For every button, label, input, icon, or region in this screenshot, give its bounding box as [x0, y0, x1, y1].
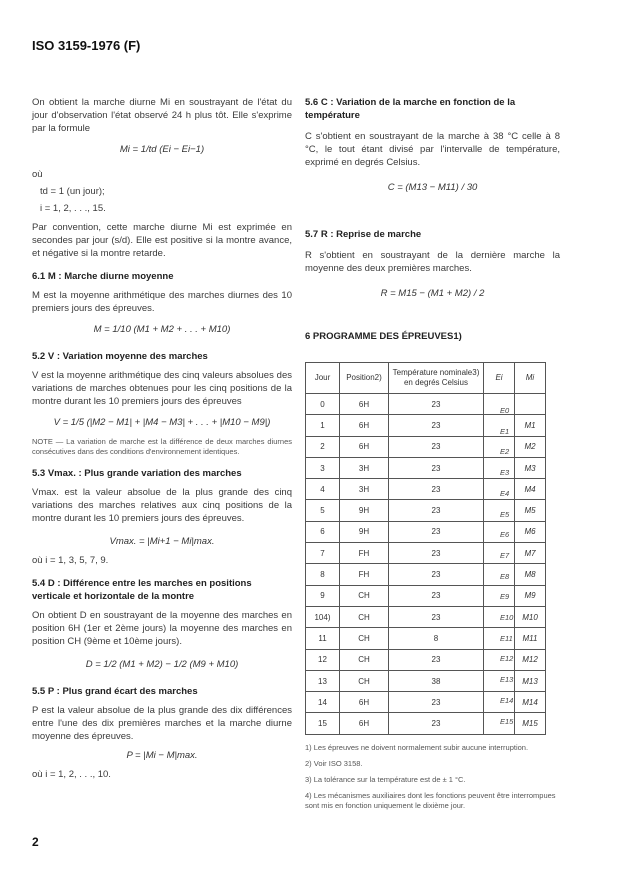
footnote-3: 3) La tolérance sur la température est de ± 1 °C. — [305, 775, 466, 784]
formula-m-mean: M = 1/10 (M1 + M2 + . . . + M10) — [93, 324, 231, 335]
table-row — [306, 436, 546, 457]
table-row — [306, 479, 546, 500]
cell-temp: 23 — [389, 649, 484, 670]
cell-e — [484, 436, 515, 457]
cell-m: M14 — [515, 692, 546, 713]
table-row — [306, 564, 546, 585]
e-value-label: E14 — [500, 695, 514, 705]
section-5-7-title: 5.7 R : Reprise de marche — [305, 229, 422, 240]
cell-jour: 12 — [306, 649, 340, 670]
section-5-2-title: 5.2 V : Variation moyenne des marches — [32, 351, 208, 362]
e-value-label: E9 — [500, 592, 510, 602]
section-5-3-title: 5.3 Vmax. : Plus grande variation des marches — [32, 468, 242, 479]
cell-pos: CH — [340, 628, 389, 649]
cell-pos: 6H — [340, 415, 389, 436]
e-value-label: E13 — [500, 675, 514, 685]
section-5-4-text: On obtient D en soustrayant de la moyenne des marches en position 6H (1er et 2ème jours) la moyenne des marches en position CH (9ème et 10ème jours). — [32, 610, 292, 647]
cell-jour: 15 — [306, 713, 340, 734]
cell-temp: 23 — [389, 564, 484, 585]
cell-pos: 6H — [340, 713, 389, 734]
cell-temp: 23 — [389, 606, 484, 627]
cell-m: M2 — [515, 436, 546, 457]
table-row — [306, 415, 546, 436]
cell-pos: 6H — [340, 692, 389, 713]
cell-pos: FH — [340, 543, 389, 564]
cell-m: M6 — [515, 521, 546, 542]
table-row — [306, 457, 546, 478]
section-5-3-text: Vmax. est la valeur absolue de la plus grande des cinq variations des marches relatives aux cinq positions de la montre durant les 10 premiers jours des épreuves. — [32, 487, 292, 524]
footnote-1: 1) Les épreuves ne doivent normalement subir aucune interruption. — [305, 743, 529, 752]
cell-jour: 13 — [306, 670, 340, 691]
section-5-5-text: P est la valeur absolue de la plus grande des dix différences entre l'une des dix premières marches et la marche diurne moyenne des épreuves. — [32, 705, 292, 742]
header-temperature-unit: en degrés Celsius — [403, 378, 469, 387]
vmax-i-range: où i = 1, 3, 5, 7, 9. — [32, 555, 109, 566]
cell-pos: CH — [340, 585, 389, 606]
section-5-6-title: 5.6 C : Variation de la marche en fonction de la température — [305, 97, 516, 121]
cell-jour: 1 — [306, 415, 340, 436]
cell-jour: 9 — [306, 585, 340, 606]
cell-m: M1 — [515, 415, 546, 436]
table-header-row — [306, 363, 546, 394]
cell-e — [484, 500, 515, 521]
ou-label: où — [32, 169, 43, 180]
cell-m: M13 — [515, 670, 546, 691]
header-temperature-label: Température nominale3) — [392, 368, 480, 377]
cell-e — [484, 457, 515, 478]
cell-pos: FH — [340, 564, 389, 585]
formula-p: P = |Mi − M|max. — [126, 750, 198, 761]
footnote-4: 4) Les mécanismes auxiliaires dont les fonctions peuvent être interrompues sont mis en fonction uniquement le dixième jour. — [305, 791, 556, 810]
section-5-2-text: V est la moyenne arithmétique des cinq valeurs absolues des variations de marches obtenues pour les cinq positions de la montre durant les 10 premiers jours des épreuves — [32, 370, 292, 407]
convention-paragraph: Par convention, cette marche diurne Mi est exprimée en secondes par jour (s/d). Elle est positive si la montre avance, et négative si la montre retarde. — [32, 222, 292, 259]
e-value-label: E0 — [500, 406, 510, 415]
header-ei: Ei — [484, 363, 515, 394]
header-mi: Mi — [515, 363, 546, 394]
cell-jour: 11 — [306, 628, 340, 649]
e-value-label: E12 — [500, 654, 514, 664]
cell-jour: 7 — [306, 543, 340, 564]
e-value-label: E11 — [500, 633, 513, 643]
table-row — [306, 521, 546, 542]
cell-jour: 3 — [306, 457, 340, 478]
cell-pos: 6H — [340, 394, 389, 415]
table-row — [306, 585, 546, 606]
cell-temp: 23 — [389, 543, 484, 564]
cell-pos: CH — [340, 670, 389, 691]
td-definition: td = 1 (un jour); — [40, 186, 105, 197]
e-value-label: E5 — [500, 509, 510, 519]
header-jour: Jour — [306, 363, 340, 394]
e-value-label: E1 — [500, 426, 510, 436]
cell-temp: 23 — [389, 692, 484, 713]
cell-temp: 23 — [389, 436, 484, 457]
e-value-label: E10 — [500, 613, 514, 622]
formula-mi: Mi = 1/td (Ei − Ei−1) — [119, 144, 205, 155]
document-header: ISO 3159-1976 (F) — [32, 38, 141, 53]
cell-pos: 9H — [340, 500, 389, 521]
cell-jour: 4 — [306, 479, 340, 500]
cell-m: M8 — [515, 564, 546, 585]
e-value-label: E6 — [500, 530, 510, 540]
page-number: 2 — [32, 835, 39, 849]
e-value-label: E2 — [500, 447, 510, 457]
e-value-label: E7 — [500, 550, 510, 560]
cell-temp: 23 — [389, 500, 484, 521]
cell-temp: 23 — [389, 479, 484, 500]
intro-paragraph: On obtient la marche diurne Mi en soustrayant de l'état du jour d'observation l'état observé 24 h plus tôt. Elle s'exprime par la formule — [32, 97, 292, 134]
cell-pos: CH — [340, 606, 389, 627]
cell-e — [484, 394, 515, 415]
cell-m: M12 — [515, 649, 546, 670]
e-value-label: E8 — [500, 571, 510, 581]
formula-vmax: Vmax. = |Mi+1 − Mi|max. — [109, 536, 215, 547]
formula-d: D = 1/2 (M1 + M2) − 1/2 (M9 + M10) — [85, 659, 239, 670]
right-column — [305, 96, 560, 300]
note-variation: NOTE — La variation de marche est la différence de deux marches diurnes consécutives dans des conditions d'environnement identiques. — [32, 437, 292, 456]
section-5-5-title: 5.5 P : Plus grand écart des marches — [32, 686, 198, 697]
cell-temp: 23 — [389, 457, 484, 478]
cell-temp: 23 — [389, 415, 484, 436]
e-value-label: E4 — [500, 488, 510, 498]
cell-jour: 2 — [306, 436, 340, 457]
cell-m: M9 — [515, 585, 546, 606]
cell-pos: 9H — [340, 521, 389, 542]
cell-m: M11 — [515, 628, 546, 649]
cell-e — [484, 564, 515, 585]
cell-e — [484, 585, 515, 606]
header-position: Position2) — [340, 363, 389, 394]
formula-v: V = 1/5 (|M2 − M1| + |M4 − M3| + . . . + |M10 − M9|) — [53, 417, 271, 428]
cell-pos: CH — [340, 649, 389, 670]
cell-m: M5 — [515, 500, 546, 521]
cell-pos: 3H — [340, 479, 389, 500]
cell-e — [484, 521, 515, 542]
cell-jour: 104) — [306, 606, 340, 627]
cell-m: M15 — [515, 713, 546, 734]
header-temperature — [389, 363, 484, 394]
table-row — [306, 500, 546, 521]
section-6-1-title: 6.1 M : Marche diurne moyenne — [32, 271, 174, 282]
cell-temp: 23 — [389, 585, 484, 606]
cell-m: M10 — [515, 606, 546, 627]
p-i-range: où i = 1, 2, . . ., 10. — [32, 769, 111, 780]
e-value-label: E15 — [500, 716, 514, 726]
cell-e — [484, 479, 515, 500]
cell-pos: 6H — [340, 436, 389, 457]
cell-temp: 23 — [389, 521, 484, 542]
cell-m: M4 — [515, 479, 546, 500]
cell-jour: 8 — [306, 564, 340, 585]
left-column — [32, 96, 292, 781]
formula-c: C = (M13 − M11) / 30 — [387, 182, 478, 193]
cell-e — [484, 415, 515, 436]
section-5-6-text: C s'obtient en soustrayant de la marche à 38 °C celle à 8 °C, le tout étant divisé par l'intervalle de température, exprimé en degrés Celsius. — [305, 131, 560, 168]
cell-temp: 8 — [389, 628, 484, 649]
section-5-7-text: R s'obtient en soustrayant de la dernière marche la moyenne des deux premières marches. — [305, 250, 560, 274]
cell-m: M3 — [515, 457, 546, 478]
cell-temp: 23 — [389, 713, 484, 734]
cell-m: M7 — [515, 543, 546, 564]
cell-jour: 0 — [306, 394, 340, 415]
e-value-label: E3 — [500, 468, 510, 478]
cell-m — [515, 394, 546, 415]
cell-e — [484, 543, 515, 564]
footnote-2: 2) Voir ISO 3158. — [305, 759, 363, 768]
cell-jour: 14 — [306, 692, 340, 713]
cell-jour: 6 — [306, 521, 340, 542]
formula-r: R = M15 − (M1 + M2) / 2 — [380, 288, 485, 299]
cell-jour: 5 — [306, 500, 340, 521]
section-5-4-title: 5.4 D : Différence entre les marches en positions verticale et horizontale de la montre — [32, 578, 252, 602]
table-row — [306, 543, 546, 564]
cell-temp: 23 — [389, 394, 484, 415]
i-range: i = 1, 2, . . ., 15. — [40, 203, 106, 214]
cell-temp: 38 — [389, 670, 484, 691]
table-row — [306, 394, 546, 415]
section-6-1-text: M est la moyenne arithmétique des marches diurnes des 10 premiers jours des épreuves. — [32, 290, 292, 314]
section-6-title: 6 PROGRAMME DES ÉPREUVES1) — [305, 331, 462, 342]
cell-pos: 3H — [340, 457, 389, 478]
